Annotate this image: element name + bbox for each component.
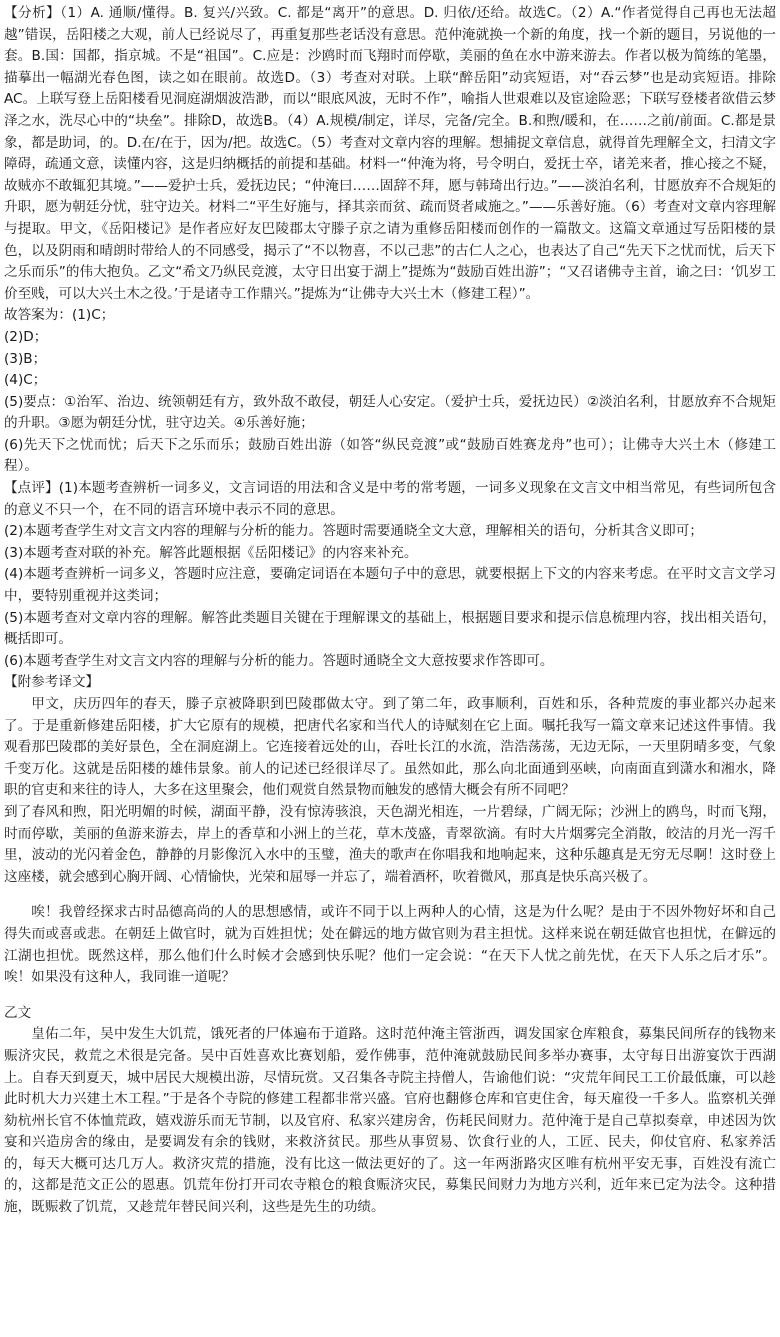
comment-3: (3)本题考查对联的补充。解答此题根据《岳阳楼记》的内容来补充。 xyxy=(4,544,418,561)
analysis-body: （1）A. 通顺/懂得。B. 复兴/兴致。C. 都是“离开”的意思。D. 归依/还给。故选C。（2）A.“作者觉得自己再也无法超越”错误，岳阳楼之大观，前人已经说尽了，再重复那些老话没有意思。范仲淹就换一个新的角度，找一个新的题目，另说他的一套。B.国：国都，指京城。不是“祖国”。C.应是：沙鸥时而飞翔时而停歇，美丽的鱼在水中游来游去。作者以极为简练的笔墨，描摹出一幅湖光春色图，读之如在眼前。故选D。（3）考查对对联。上联“醉岳阳”动宾短语，对“吞云梦”也是动宾短语。排除AC。上联写登上岳阳楼看见洞庭湖烟波浩渺，而以“眼底风波，无时不作”，喻指人世艰难以及宦途险恶；下联写登楼者欲借云梦泽之水，洗尽心中的“块垒”。排除D，故选B。（4）A.规模/制定，详尽，完备/完全。B.和煦/暖和，在……之前/前面。C.都是景象，都是助词，的。D.在/在于，因为/把。故选C。（5）考查对文章内容的理解。想捕捉文章信息，就得首先理解全文，扫清文字障碍，疏通文意，读懂内容，这是归纳概括的前提和基础。材料一“仲淹为将，号令明白，爱抚士卒，诸羌来者，推心接之不疑，故贼亦不敢辄犯其境。”——爱护士兵，爱抚边民；“仲淹曰……固辞不拜，愿与韩琦出行边。”——淡泊名利，甘愿放弃不合规矩的升职，愿为朝廷分忧，驻守边关。材料二“平生好施与，择其亲而贫、疏而贤者咸施之。”——乐善好施。（6）考查对文章内容理解与提取。甲文，《岳阳楼记》是作者应好友巴陵郡太守滕子京之请为重修岳阳楼而创作的一篇散文。这篇文章通过写岳阳楼的景色，以及阴雨和晴朗时带给人的不同感受，揭示了“不以物喜，不以己悲”的古仁人之心，也表达了自己“先天下之忧而忧，后天下之乐而乐”的伟大抱负。乙文“希文乃纵民竞渡，太守日出宴于湖上”提炼为“鼓励百姓出游”；“又召诸佛寺主首，谕之曰：‘饥岁工价至贱，可以大兴土木之役。’于是诸寺工作鼎兴。”提炼为“让佛寺大兴土木（修建工程）”。 xyxy=(4,5,776,302)
comment-5: (5)本题考查对文章内容的理解。解答此类题目关键在于理解课文的基础上，根据题目要求和提示信息梳理内容，找出相关语句，概括即可。 xyxy=(4,609,776,648)
answer-5: (5)要点：①治军、治边、统领朝廷有方，致外敌不敢侵，朝廷人心安定。（爱护士兵，爱抚边民）②淡泊名利，甘愿放弃不合规矩的升职。③愿为朝廷分忧，驻守边关。④乐善好施； xyxy=(4,393,776,432)
analysis-paragraph xyxy=(4,3,776,305)
translation-header: 【附参考译文】 xyxy=(4,674,100,691)
comment-6: (6)本题考查学生对文言文内容的理解与分析的能力。答题时通晓全文大意按要求作答即可。 xyxy=(4,652,554,669)
answer-4: (4)C； xyxy=(4,372,47,389)
answer-6: (6)先天下之忧而忧；后天下之乐而乐；鼓励百姓出游（如答“纵民竞渡”或“鼓励百姓赛龙舟”也可）；让佛寺大兴土木（修建工程）。 xyxy=(4,436,776,475)
answer-2: (2)D； xyxy=(4,328,48,345)
answer-3: (3)B； xyxy=(4,350,47,367)
comment-2: (2)本题考查学生对文言文内容的理解与分析的能力。答题时需要通晓全文大意，理解相关的语句，分析其含义即可； xyxy=(4,523,703,540)
comment-4: (4)本题考查辨析一词多义，答题时应注意，要确定词语在本题句子中的意思，就要根据上下文的内容来考虑。在平时文言文学习中，要特别重视并这类词； xyxy=(4,566,776,605)
comment-1-text: (1)本题考查辨析一词多义，文言词语的用法和含义是中考的常考题，一词多义现象在文言文中相当常见，有些词所包含的意义不只一个，在不同的语言环境中表示不同的意思。 xyxy=(4,480,776,518)
comment-header: 【点评】 xyxy=(4,480,59,497)
comment-1 xyxy=(4,478,776,521)
analysis-header: 【分析】 xyxy=(4,5,61,21)
translation-jia-paragraph-2: 到了春风和煦，阳光明媚的时候，湖面平静，没有惊涛骇浪，天色湖光相连，一片碧绿，广阔无际；沙洲上的鸥鸟，时而飞翔，时而停歇，美丽的鱼游来游去，岸上的香草和小洲上的兰花，草木茂盛，青翠欲滴。有时大片烟雾完全消散，皎洁的月光一泻千里，波动的光闪着金色，静静的月影像沉入水中的玉璧，渔夫的歌声在你唱我和地响起来，这种乐趣真是无穷无尽啊！这时登上这座楼，就会感到心胸开阔、心情愉快，光荣和屈辱一并忘了，端着酒杯，吹着微风，那真是快乐高兴极了。 xyxy=(4,803,776,885)
translation-jia-paragraph-1: 甲文，庆历四年的春天，滕子京被降职到巴陵郡做太守。到了第二年，政事顺利，百姓和乐，各种荒废的事业都兴办起来了。于是重新修建岳阳楼，扩大它原有的规模，把唐代名家和当代人的诗赋刻在它上面。嘱托我写一篇文章来记述这件事情。我观看那巴陵郡的美好景色，全在洞庭湖上。它连接着远处的山，吞吐长江的水流，浩浩荡荡，无边无际，一天里阴晴多变，气象千变万化。这就是岳阳楼的雄伟景象。前人的记述已经很详尽了。虽然如此，那么向北面通到巫峡，向南面直到潇水和湘水，降职的官吏和来往的诗人，大多在这里聚会，他们观赏自然景物而触发的感情大概会有所不同吧？ xyxy=(4,696,776,799)
translation-jia-paragraph-3: 唉！我曾经探求古时品德高尚的人的思想感情，或许不同于以上两种人的心情，这是为什么呢？是由于不因外物好坏和自己得失而或喜或悲。在朝廷上做官时，就为百姓担忧；处在僻远的地方做官则为君主担忧。这样来说在朝廷做官也担忧，在僻远的江湖也担忧。既然这样，那么他们什么时候才会感到快乐呢？他们一定会说：“在天下人忧之前先忧，在天下人乐之后才乐”。唉！如果没有这种人，我同谁一道呢？ xyxy=(4,904,776,986)
translation-yi-paragraph-1: 皇佑二年，吴中发生大饥荒，饿死者的尸体遍布于道路。这时范仲淹主管浙西，调发国家仓库粮食，募集民间所存的钱物来赈济灾民，救荒之术很是完备。吴中百姓喜欢比赛划船，爱作佛事，范仲淹就鼓励民间多举办赛事，太守每日出游宴饮于西湖上。自春天到夏天，城中居民大规模出游，尽情玩赏。又召集各寺院主持僧人，告谕他们说：“灾荒年间民工工价最低廉，可以趁此时机大力兴建土木工程。”于是各个寺院的修建工程都非常兴盛。官府也翻修仓库和官吏住舍，每天雇役一千多人。监察机关弹劾杭州长官不体恤荒政，嬉戏游乐而无节制，以及官府、私家兴建房舍，伤耗民间财力。范仲淹于是自己草拟奏章，申述因为饮宴和兴造房舍的缘由，是要调发有余的钱财，来救济贫民。那些从事贸易、饮食行业的人，工匠、民夫，仰仗官府、私家养活的，每天大概可达几万人。救济灾荒的措施，没有比这一做法更好的了。这一年两浙路灾区唯有杭州平安无事，百姓没有流亡的，这都是范文正公的恩惠。饥荒年份打开司农寺粮仓的粮食赈济灾民，募集民间财力为地方兴利，近年来已定为法令。这种措施，既赈救了饥荒，又趁荒年替民间兴利，这些是先生的功绩。 xyxy=(4,1026,776,1216)
answer-lead: 故答案为：(1)C； xyxy=(4,307,115,324)
translation-yi-title: 乙文 xyxy=(4,1004,32,1021)
